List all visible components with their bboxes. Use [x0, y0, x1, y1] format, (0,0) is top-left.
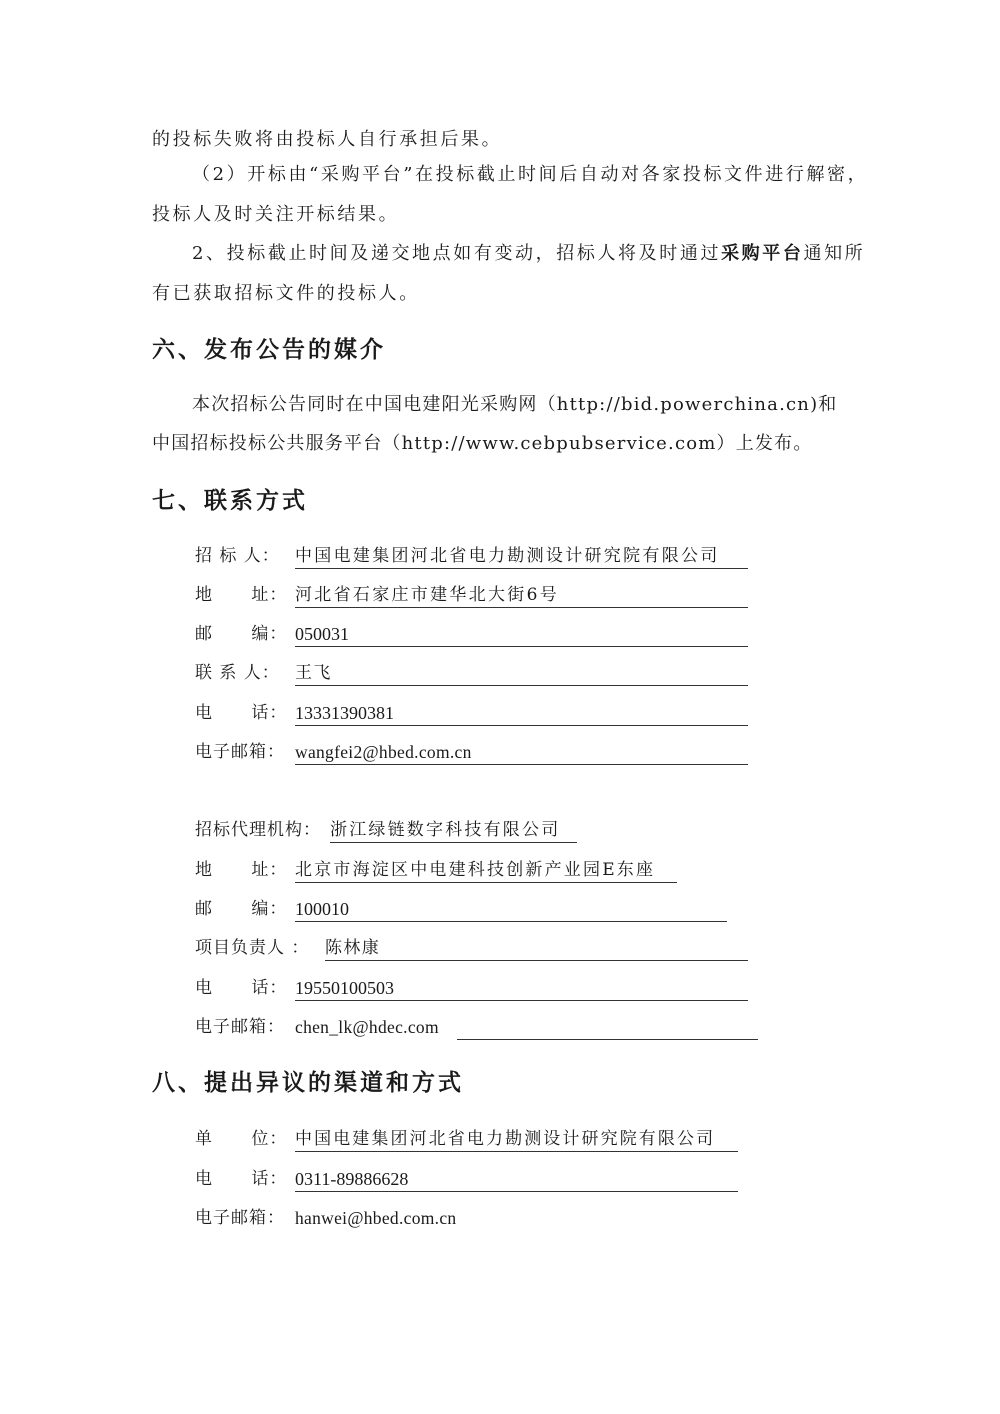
- tenderer-name-label: 招 标 人：: [195, 546, 280, 566]
- agency-manager-value: 陈林康: [325, 935, 748, 961]
- agency-email-value: chen_lk@hdec.com: [295, 1017, 439, 1037]
- tenderer-address-label: 地 址：: [195, 585, 288, 605]
- section-6-line-2: 中国招标投标公共服务平台（http://www.cebpubservice.com）上发布。: [152, 433, 813, 454]
- objection-phone-label: 电 话：: [195, 1169, 288, 1189]
- agency-address-label: 地 址：: [195, 860, 288, 880]
- intro-line-4-post: 通知所: [803, 243, 866, 264]
- section-7-heading: 七、联系方式: [152, 488, 308, 514]
- agency-email-underline: [457, 1014, 758, 1040]
- tenderer-contact-value: 王飞: [295, 660, 748, 686]
- agency-postcode-label: 邮 编：: [195, 899, 288, 919]
- agency-postcode-value: 100010: [295, 896, 727, 922]
- tenderer-postcode-value: 050031: [295, 621, 748, 647]
- agency-address-value: 北京市海淀区中电建科技创新产业园E东座: [295, 857, 677, 883]
- tenderer-phone-label: 电 话：: [195, 703, 288, 723]
- intro-line-4-bold: 采购平台: [721, 243, 804, 264]
- tenderer-name-value: 中国电建集团河北省电力勘测设计研究院有限公司: [295, 543, 748, 569]
- section-8-heading: 八、提出异议的渠道和方式: [152, 1070, 464, 1096]
- agency-name-value: 浙江绿链数字科技有限公司: [330, 817, 577, 843]
- tenderer-email-value: wangfei2@hbed.com.cn: [295, 739, 748, 765]
- tenderer-contact-label: 联 系 人：: [195, 663, 280, 683]
- intro-line-3: 投标人及时关注开标结果。: [152, 204, 400, 225]
- tenderer-postcode-label: 邮 编：: [195, 624, 288, 644]
- intro-line-5: 有已获取招标文件的投标人。: [152, 283, 420, 304]
- section-6-line-1: 本次招标公告同时在中国电建阳光采购网（http://bid.powerchina.cn)和: [192, 394, 838, 415]
- objection-unit-value: 中国电建集团河北省电力勘测设计研究院有限公司: [295, 1126, 738, 1152]
- tenderer-phone-value: 13331390381: [295, 700, 748, 726]
- objection-phone-value: 0311-89886628: [295, 1166, 738, 1192]
- objection-email-label: 电子邮箱：: [195, 1208, 285, 1228]
- intro-line-1: 的投标失败将由投标人自行承担后果。: [152, 129, 503, 150]
- agency-manager-label: 项目负责人 ：: [195, 938, 310, 958]
- agency-phone-value: 19550100503: [295, 975, 748, 1001]
- section-6-heading: 六、发布公告的媒介: [152, 337, 386, 363]
- intro-line-4: [192, 242, 865, 266]
- objection-unit-label: 单 位：: [195, 1129, 288, 1149]
- tenderer-address-value: 河北省石家庄市建华北大街6号: [295, 582, 748, 608]
- intro-line-2: （2）开标由“采购平台”在投标截止时间后自动对各家投标文件进行解密，: [192, 164, 869, 185]
- agency-name-label: 招标代理机构：: [195, 820, 321, 840]
- intro-line-4-pre: 2、投标截止时间及递交地点如有变动，招标人将及时通过: [192, 243, 722, 264]
- objection-email-value: hanwei@hbed.com.cn: [295, 1208, 457, 1228]
- agency-email-label: 电子邮箱：: [195, 1017, 285, 1037]
- tenderer-email-label: 电子邮箱：: [195, 742, 285, 762]
- agency-phone-label: 电 话：: [195, 978, 288, 998]
